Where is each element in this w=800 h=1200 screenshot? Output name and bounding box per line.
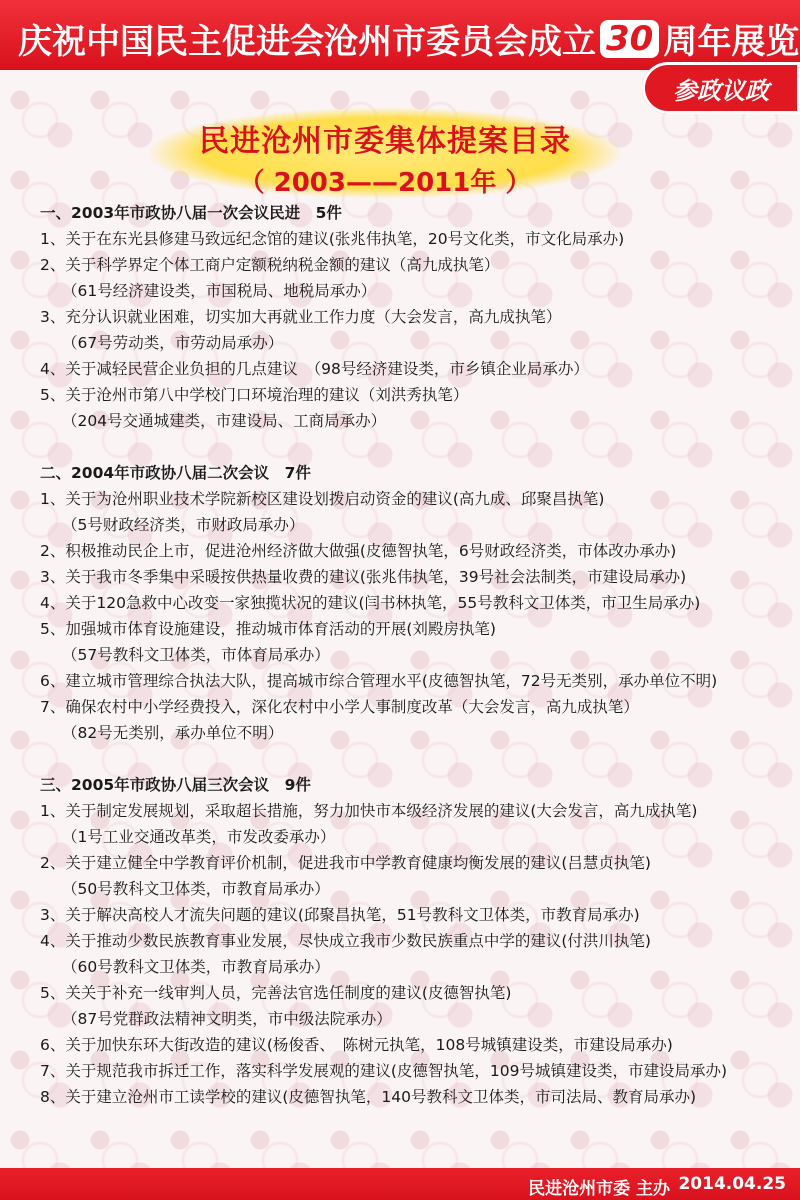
proposal-detail: （1号工业交通改革类，市发改委承办） <box>62 828 336 846</box>
proposal-list <box>40 200 780 1136</box>
page-title-block <box>150 108 620 198</box>
section-heading: 二、2004年市政协八届二次会议 7件 <box>40 464 311 482</box>
proposal-section <box>40 772 780 1110</box>
footer-bar <box>0 1168 800 1200</box>
proposal-item: 8、关于建立沧州市工读学校的建议(皮德智执笔，140号教科文卫体类，市司法局、教育局承办) <box>40 1088 697 1106</box>
proposal-item: 2、关于建立健全中学教育评价机制，促进我市中学教育健康均衡发展的建议(吕慧贞执笔) <box>40 854 651 872</box>
exhibition-title-before: 庆祝中国民主促进会沧州市委员会成立 <box>18 22 596 62</box>
section-heading: 一、2003年市政协八届一次会议民进 5件 <box>40 204 342 222</box>
category-ribbon-label: 参政议政 <box>673 75 769 105</box>
proposal-item: 4、关于120急救中心改变一家独揽状况的建议(闫书林执笔，55号教科文卫体类，市卫生局承办) <box>40 594 701 612</box>
footer-organizer: 民进沧州市委 主办 <box>528 1179 670 1199</box>
proposal-item: 7、确保农村中小学经费投入，深化农村中小学人事制度改革（大会发言，高九成执笔） <box>40 698 639 716</box>
section-heading: 三、2005年市政协八届三次会议 9件 <box>40 776 311 794</box>
top-banner <box>0 0 800 70</box>
proposal-item: 4、关于推动少数民族教育事业发展，尽快成立我市少数民族重点中学的建议(付洪川执笔) <box>40 932 651 950</box>
proposal-item: 6、关于加快东环大街改造的建议(杨俊香、 陈树元执笔，108号城镇建设类，市建设局承办) <box>40 1036 673 1054</box>
proposal-item: 1、关于在东光县修建马致远纪念馆的建议(张兆伟执笔，20号文化类，市文化局承办) <box>40 230 625 248</box>
proposal-item: 3、关于我市冬季集中采暖按供热量收费的建议(张兆伟执笔，39号社会法制类，市建设局承办) <box>40 568 687 586</box>
proposal-item: 2、积极推动民企上市，促进沧州经济做大做强(皮德智执笔，6号财政经济类，市体改办承办) <box>40 542 677 560</box>
proposal-detail: （5号财政经济类，市财政局承办） <box>62 516 305 534</box>
proposal-detail: （61号经济建设类，市国税局、地税局承办） <box>62 282 377 300</box>
page-title: 民进沧州市委集体提案目录 <box>199 124 571 159</box>
category-ribbon <box>642 62 800 114</box>
proposal-detail: （67号劳动类，市劳动局承办） <box>62 334 284 352</box>
proposal-detail: （82号无类别，承办单位不明） <box>62 724 284 742</box>
footer-date: 2014.04.25 <box>678 1174 786 1194</box>
exhibition-title-after: 周年展览 <box>663 22 800 62</box>
proposal-item: 7、关于规范我市拆迁工作，落实科学发展观的建议(皮德智执笔，109号城镇建设类，市建设局承办) <box>40 1062 728 1080</box>
anniversary-number: 30 <box>600 20 659 58</box>
proposal-item: 5、关于沧州市第八中学校门口环境治理的建议（刘洪秀执笔） <box>40 386 469 404</box>
proposal-section <box>40 200 780 434</box>
proposal-section <box>40 460 780 746</box>
proposal-detail: （57号教科文卫体类，市体育局承办） <box>62 646 330 664</box>
proposal-item: 3、关于解决高校人才流失问题的建议(邱聚昌执笔，51号教科文卫体类，市教育局承办) <box>40 906 640 924</box>
proposal-item: 2、关于科学界定个体工商户定额税纳税金额的建议（高九成执笔） <box>40 256 500 274</box>
proposal-item: 5、关关于补充一线审判人员，完善法官选任制度的建议(皮德智执笔) <box>40 984 512 1002</box>
proposal-item: 1、关于制定发展规划，采取超长措施，努力加快市本级经济发展的建议(大会发言，高九成执笔) <box>40 802 698 820</box>
proposal-detail: （60号教科文卫体类，市教育局承办） <box>62 958 330 976</box>
proposal-detail: （204号交通城建类，市建设局、工商局承办） <box>62 412 387 430</box>
proposal-item: 1、关于为沧州职业技术学院新校区建设划拨启动资金的建议(高九成、邱聚昌执笔) <box>40 490 605 508</box>
page-subtitle: （ 2003——2011年 ） <box>238 168 532 198</box>
proposal-item: 3、充分认识就业困难，切实加大再就业工作力度（大会发言，高九成执笔） <box>40 308 562 326</box>
proposal-detail: （87号党群政法精神文明类，市中级法院承办） <box>62 1010 392 1028</box>
proposal-item: 4、关于减轻民营企业负担的几点建议 （98号经济建设类，市乡镇企业局承办） <box>40 360 589 378</box>
exhibition-title <box>18 14 799 63</box>
proposal-item: 6、建立城市管理综合执法大队，提高城市综合管理水平(皮德智执笔，72号无类别，承办单位不明) <box>40 672 718 690</box>
proposal-detail: （50号教科文卫体类，市教育局承办） <box>62 880 330 898</box>
proposal-item: 5、加强城市体育设施建设，推动城市体育活动的开展(刘殿房执笔) <box>40 620 496 638</box>
